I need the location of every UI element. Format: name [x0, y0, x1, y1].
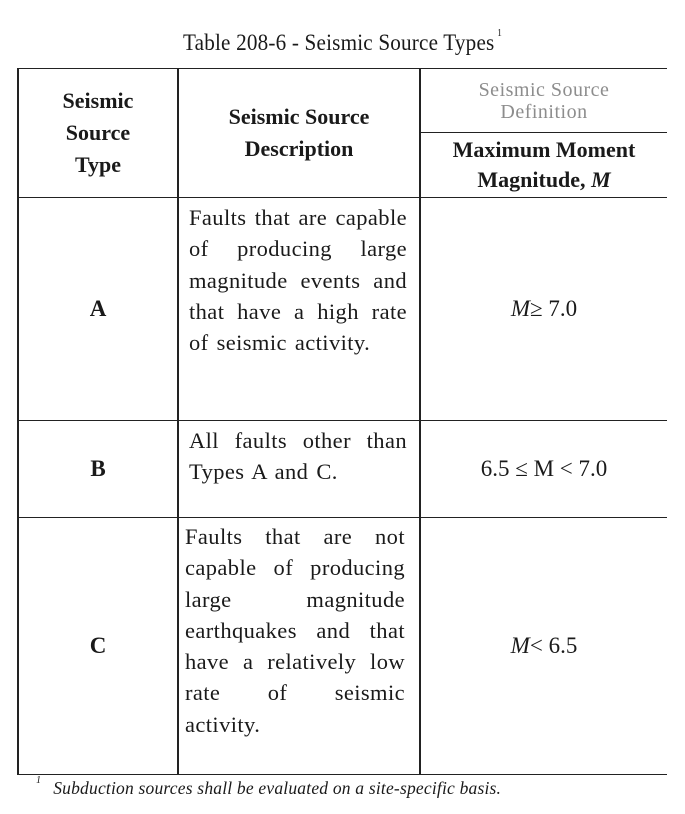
header-definition-line-2: Definition: [500, 100, 588, 123]
table-title-text: Table 208-6 - Seismic Source Types: [183, 30, 495, 55]
header-source-description: [179, 69, 419, 197]
header-source-definition: [421, 69, 667, 132]
seismic-source-table: [17, 68, 667, 775]
row-a-magnitude: M ≥ 7.0: [510, 295, 578, 321]
footnote-text: Subduction sources shall be evaluated on a site-specific basis.: [53, 778, 502, 798]
table-title: [27, 30, 657, 56]
header-magnitude-line-2: Magnitude, M: [477, 167, 611, 192]
row-b-type: B: [90, 455, 106, 481]
row-c-description: Faults that are not capable of producing large magnitude earthquakes and that have a relatively low rate of seismic activity.: [185, 524, 405, 737]
title-footnote-mark: 1: [497, 28, 502, 39]
header-definition-line-1: Seismic Source: [478, 78, 610, 101]
header-source-type-line-3: Type: [74, 152, 122, 177]
header-magnitude-line-1: Maximum Moment: [452, 137, 636, 162]
row-b-description: All faults other than Types A and C.: [189, 428, 407, 485]
header-description-line-1: Seismic Source: [228, 104, 370, 129]
row-a-type: A: [89, 295, 107, 321]
header-description-line-2: Description: [244, 136, 354, 161]
row-c-type: C: [89, 632, 107, 658]
header-max-moment-magnitude: [421, 133, 667, 197]
row-b-magnitude: 6.5 ≤ M < 7.0: [480, 455, 608, 481]
footnote-mark: 1: [36, 775, 42, 787]
header-source-type: [19, 69, 177, 197]
row-c-magnitude: M < 6.5: [510, 632, 578, 658]
header-source-type-line-2: Source: [65, 120, 131, 145]
row-a-description: Faults that are capable of producing large magnitude events and that have a high rate of seismic activity.: [189, 205, 407, 356]
header-source-type-line-1: Seismic: [62, 88, 134, 113]
table-footnote: [36, 775, 502, 799]
